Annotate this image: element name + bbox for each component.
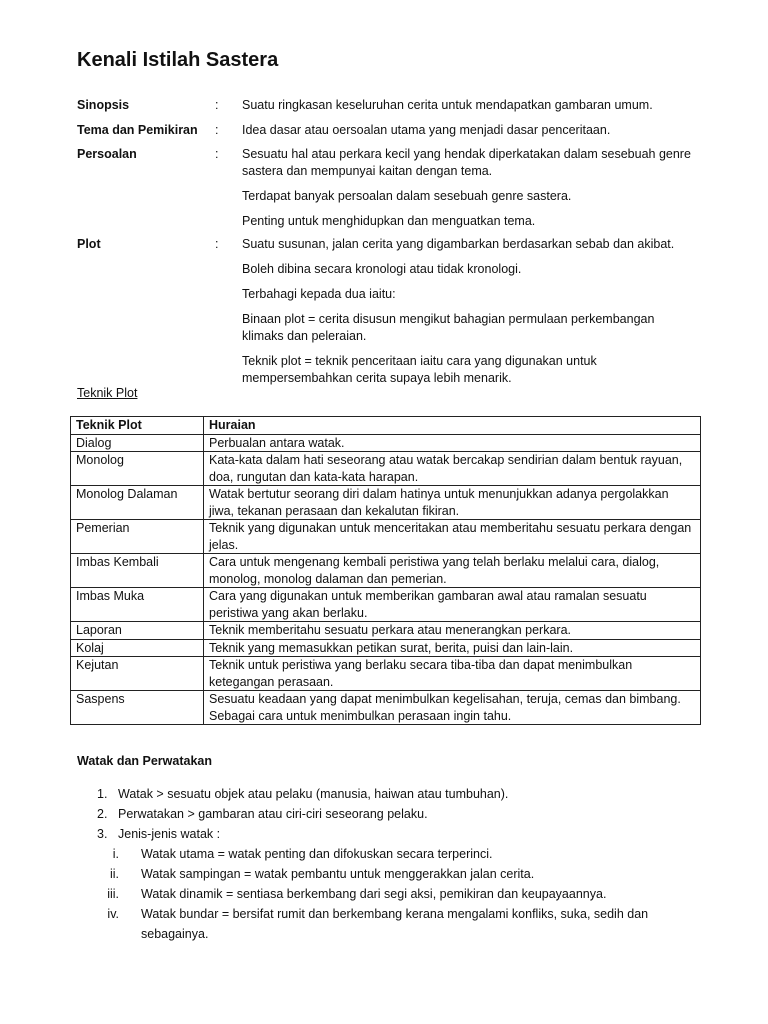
table-cell-teknik: Kejutan bbox=[71, 657, 204, 691]
definition-term: Plot bbox=[77, 237, 101, 251]
definition-text: Sesuatu hal atau perkara kecil yang hendak diperkatakan dalam sesebuah genre sastera dan mempunyai kaitan dengan tema. bbox=[242, 147, 691, 178]
list-number: 3. bbox=[97, 827, 108, 841]
table-cell-teknik: Monolog Dalaman bbox=[71, 486, 204, 520]
list-item bbox=[77, 804, 677, 824]
sublist-number: iv. bbox=[107, 907, 119, 921]
sublist-item bbox=[77, 884, 677, 904]
list-text: Perwatakan > gambaran atau ciri-ciri seseorang pelaku. bbox=[118, 807, 428, 821]
table-row bbox=[71, 434, 701, 452]
list-number: 2. bbox=[97, 807, 108, 821]
definition-body bbox=[242, 146, 692, 238]
sublist-item bbox=[77, 844, 677, 864]
sublist-item bbox=[77, 864, 677, 884]
sublist-number: ii. bbox=[109, 867, 119, 881]
table-row bbox=[71, 657, 701, 691]
table-row bbox=[71, 622, 701, 640]
sublist-text: Watak utama = watak penting dan difokuskan secara terperinci. bbox=[141, 847, 493, 861]
sublist-item bbox=[77, 904, 677, 944]
table-row bbox=[71, 486, 701, 520]
definition-text: Boleh dibina secara kronologi atau tidak kronologi. bbox=[242, 262, 522, 276]
definition-body bbox=[242, 97, 692, 122]
sublist-text: Watak bundar = bersifat rumit dan berkembang kerana mengalami konfliks, suka, sedih dan sebagainya. bbox=[141, 907, 649, 941]
table-cell-huraian: Kata-kata dalam hati seseorang atau watak bercakap sendirian dalam bentuk rayuan, doa, rungutan dan kata-kata harapan. bbox=[204, 452, 701, 486]
definition-text: Suatu ringkasan keseluruhan cerita untuk mendapatkan gambaran umum. bbox=[242, 98, 653, 112]
table-cell-huraian: Sesuatu keadaan yang dapat menimbulkan kegelisahan, teruja, cemas dan bimbang. Sebagai cara untuk menimbulkan perasaan ingin tahu. bbox=[204, 691, 701, 725]
list-item bbox=[77, 824, 677, 844]
table-cell-huraian: Cara yang digunakan untuk memberikan gambaran awal atau ramalan sesuatu peristiwa yang akan berlaku. bbox=[204, 588, 701, 622]
table-cell-teknik: Monolog bbox=[71, 452, 204, 486]
table-header-cell: Teknik Plot bbox=[71, 417, 204, 435]
definition-colon: : bbox=[215, 147, 219, 161]
table-row bbox=[71, 639, 701, 657]
watak-list bbox=[77, 784, 677, 944]
teknik-plot-heading: Teknik Plot bbox=[77, 386, 138, 400]
teknik-plot-table bbox=[70, 416, 701, 725]
table-row bbox=[71, 588, 701, 622]
definition-colon: : bbox=[215, 98, 219, 112]
table-row bbox=[71, 520, 701, 554]
list-item bbox=[77, 784, 677, 804]
table-cell-huraian: Perbualan antara watak. bbox=[204, 434, 701, 452]
definition-term: Persoalan bbox=[77, 147, 137, 161]
table-row bbox=[71, 554, 701, 588]
table-cell-huraian: Teknik memberitahu sesuatu perkara atau menerangkan perkara. bbox=[204, 622, 701, 640]
table-cell-teknik: Kolaj bbox=[71, 639, 204, 657]
table-cell-huraian: Teknik yang memasukkan petikan surat, berita, puisi dan lain-lain. bbox=[204, 639, 701, 657]
page-title: Kenali Istilah Sastera bbox=[77, 49, 279, 71]
definition-text: Terbahagi kepada dua iaitu: bbox=[242, 287, 396, 301]
definition-text: Terdapat banyak persoalan dalam sesebuah genre sastera. bbox=[242, 189, 572, 203]
table-cell-teknik: Laporan bbox=[71, 622, 204, 640]
table-row bbox=[71, 452, 701, 486]
table-cell-huraian: Cara untuk mengenang kembali peristiwa yang telah berlaku melalui cara, dialog, monolog, monolog dalaman dan pemerian. bbox=[204, 554, 701, 588]
definition-term: Sinopsis bbox=[77, 98, 130, 112]
table-cell-huraian: Watak bertutur seorang diri dalam hatinya untuk menunjukkan adanya pergolakkan jiwa, tekanan perasaan dan kekalutan fikiran. bbox=[204, 486, 701, 520]
sublist-number: iii. bbox=[107, 887, 119, 901]
definition-text: Idea dasar atau oersoalan utama yang menjadi dasar penceritaan. bbox=[242, 123, 611, 137]
table-cell-huraian: Teknik yang digunakan untuk menceritakan atau memberitahu sesuatu perkara dengan jelas. bbox=[204, 520, 701, 554]
definition-colon: : bbox=[215, 123, 219, 137]
definition-colon: : bbox=[215, 237, 219, 251]
definition-text: Teknik plot = teknik penceritaan iaitu cara yang digunakan untuk mempersembahkan cerita supaya lebih menarik. bbox=[242, 354, 597, 385]
definition-text: Penting untuk menghidupkan dan menguatkan tema. bbox=[242, 214, 536, 228]
definition-term: Tema dan Pemikiran bbox=[77, 123, 198, 137]
list-text: Jenis-jenis watak : bbox=[118, 827, 221, 841]
definition-text: Binaan plot = cerita disusun mengikut bahagian permulaan perkembangan klimaks dan peleraian. bbox=[242, 312, 655, 343]
sublist-text: Watak dinamik = sentiasa berkembang dari segi aksi, pemikiran dan keupayaannya. bbox=[141, 887, 607, 901]
sublist-text: Watak sampingan = watak pembantu untuk menggerakkan jalan cerita. bbox=[141, 867, 535, 881]
table-cell-huraian: Teknik untuk peristiwa yang berlaku secara tiba-tiba dan dapat menimbulkan ketegangan perasaan. bbox=[204, 657, 701, 691]
table-header-row bbox=[71, 417, 701, 435]
sublist-number: i. bbox=[112, 847, 119, 861]
table-header-cell: Huraian bbox=[204, 417, 701, 435]
table-row bbox=[71, 691, 701, 725]
watak-heading: Watak dan Perwatakan bbox=[77, 754, 213, 768]
table-cell-teknik: Pemerian bbox=[71, 520, 204, 554]
definition-body bbox=[242, 122, 692, 147]
definition-body bbox=[242, 236, 692, 395]
list-number: 1. bbox=[97, 787, 108, 801]
table-cell-teknik: Imbas Muka bbox=[71, 588, 204, 622]
table-cell-teknik: Saspens bbox=[71, 691, 204, 725]
definition-text: Suatu susunan, jalan cerita yang digambarkan berdasarkan sebab dan akibat. bbox=[242, 237, 675, 251]
table-cell-teknik: Imbas Kembali bbox=[71, 554, 204, 588]
table-cell-teknik: Dialog bbox=[71, 434, 204, 452]
list-text: Watak > sesuatu objek atau pelaku (manusia, haiwan atau tumbuhan). bbox=[118, 787, 509, 801]
